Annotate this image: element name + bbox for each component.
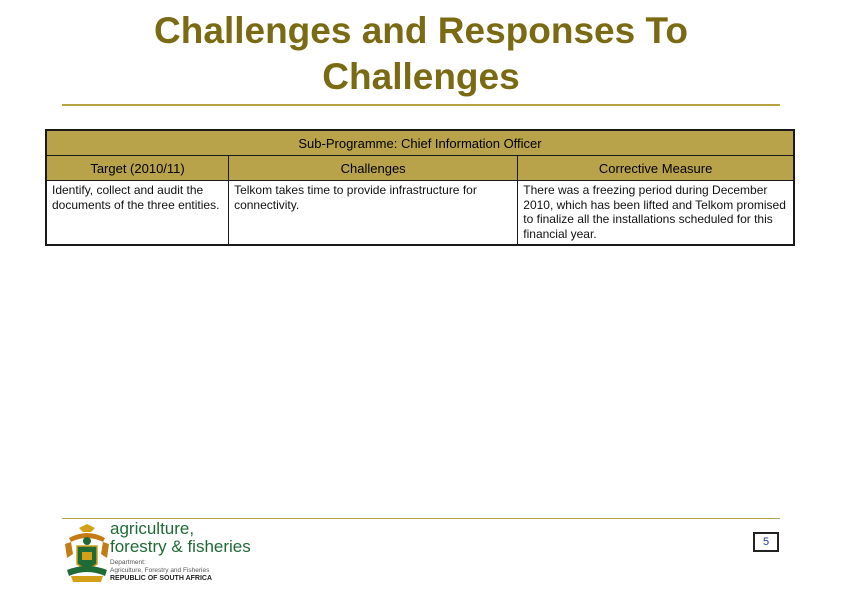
page-number: 5 — [753, 532, 779, 552]
slide-title-line2: Challenges — [322, 56, 520, 97]
logo-text-line1: agriculture, — [110, 519, 195, 538]
cell-challenge: Telkom takes time to provide infrastructure for connectivity. — [229, 181, 518, 246]
column-header-corrective-measure: Corrective Measure — [518, 156, 794, 181]
department-label: Department: — [110, 559, 146, 566]
column-header-target: Target (2010/11) — [46, 156, 229, 181]
challenges-table — [45, 129, 795, 246]
slide-title — [0, 8, 842, 100]
country-name: REPUBLIC OF SOUTH AFRICA — [110, 575, 213, 582]
slide-title-line1: Challenges and Responses To — [154, 10, 688, 51]
title-divider — [62, 104, 780, 106]
cell-target: Identify, collect and audit the documents of the three entities. — [46, 181, 229, 246]
column-header-challenges: Challenges — [229, 156, 518, 181]
cell-corrective-measure: There was a freezing period during December 2010, which has been lifted and Telkom promised to finalize all the installations scheduled for this financial year. — [518, 181, 794, 246]
table-subheader: Sub-Programme: Chief Information Officer — [46, 130, 794, 156]
logo-text-line2: forestry & fisheries — [110, 537, 251, 556]
table-row — [46, 181, 794, 246]
department-name: Agriculture, Forestry and Fisheries — [110, 567, 210, 574]
